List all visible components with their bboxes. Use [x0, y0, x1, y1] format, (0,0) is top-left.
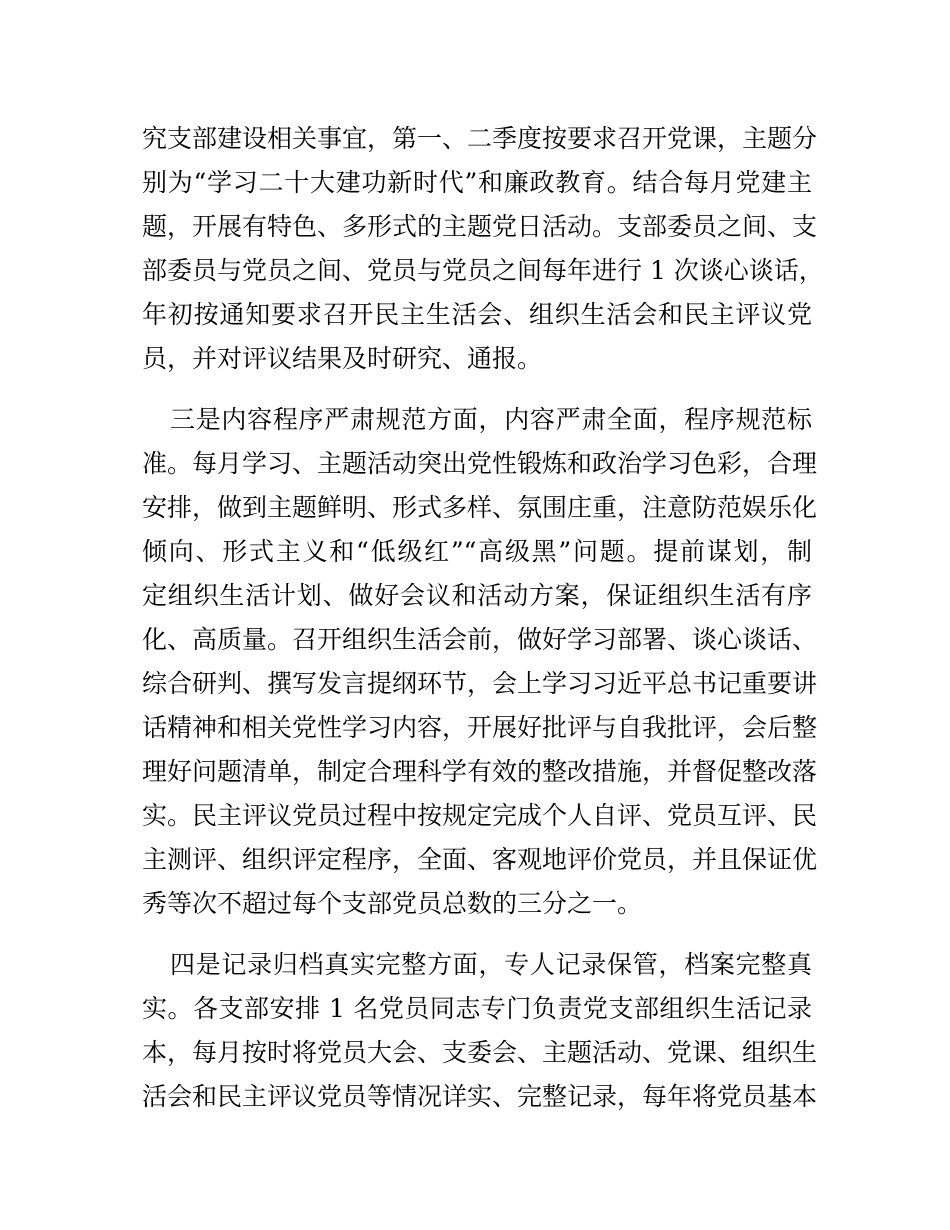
text-line: 定组织生活计划、做好会议和活动方案，保证组织生活有序	[142, 581, 812, 610]
text-line: 话精神和相关党性学习内容，开展好批评与自我批评，会后整	[142, 713, 818, 742]
text-line: 秀等次不超过每个支部党员总数的三分之一。	[142, 889, 643, 918]
text-line: 年初按通知要求召开民主生活会、组织生活会和民主评议党	[142, 300, 812, 329]
text-line: 倾向、形式主义和“低级红”“高级黑”问题。提前谋划，制	[142, 537, 812, 566]
document-body	[142, 117, 824, 1119]
text-line: 准。每月学习、主题活动突出党性锻炼和政治学习色彩，合理	[142, 449, 818, 478]
text-line: 安排，做到主题鲜明、形式多样、氛围庄重，注意防范娱乐化	[142, 493, 818, 522]
paragraph-spacer	[142, 381, 812, 398]
paragraph-three	[142, 398, 818, 926]
text-line: 本，每月按时将党员大会、支委会、主题活动、党课、组织生	[142, 1038, 818, 1067]
text-line: 究支部建设相关事宜，第一、二季度按要求召开党课，主题分	[142, 124, 818, 153]
text-line: 化、高质量。召开组织生活会前，做好学习部署、谈心谈话、	[142, 625, 818, 654]
text-line: 活会和民主评议党员等情况详实、完整记录，每年将党员基本	[142, 1082, 818, 1111]
text-line: 部委员与党员之间、党员与党员之间每年进行 1 次谈心谈话，	[142, 256, 824, 285]
paragraph-continuation	[142, 117, 824, 381]
text-line: 主测评、组织评定程序，全面、客观地评价党员，并且保证优	[142, 845, 818, 874]
paragraph-four	[142, 943, 818, 1119]
text-line: 综合研判、撰写发言提纲环节，会上学习习近平总书记重要讲	[142, 669, 818, 698]
paragraph-spacer	[142, 926, 812, 943]
text-line: 员，并对评议结果及时研究、通报。	[142, 344, 543, 373]
text-line: 实。各支部安排 1 名党员同志专门负责党支部组织生活记录	[142, 994, 812, 1023]
text-line: 实。民主评议党员过程中按规定完成个人自评、党员互评、民	[142, 801, 818, 830]
text-line: 别为“学习二十大建功新时代”和廉政教育。结合每月党建主	[142, 168, 812, 197]
text-line: 四是记录归档真实完整方面，专人记录保管，档案完整真	[170, 950, 812, 979]
text-line: 三是内容程序严肃规范方面，内容严肃全面，程序规范标	[170, 405, 812, 434]
text-line: 理好问题清单，制定合理科学有效的整改措施，并督促整改落	[142, 757, 818, 786]
text-line: 题，开展有特色、多形式的主题党日活动。支部委员之间、支	[142, 212, 818, 241]
